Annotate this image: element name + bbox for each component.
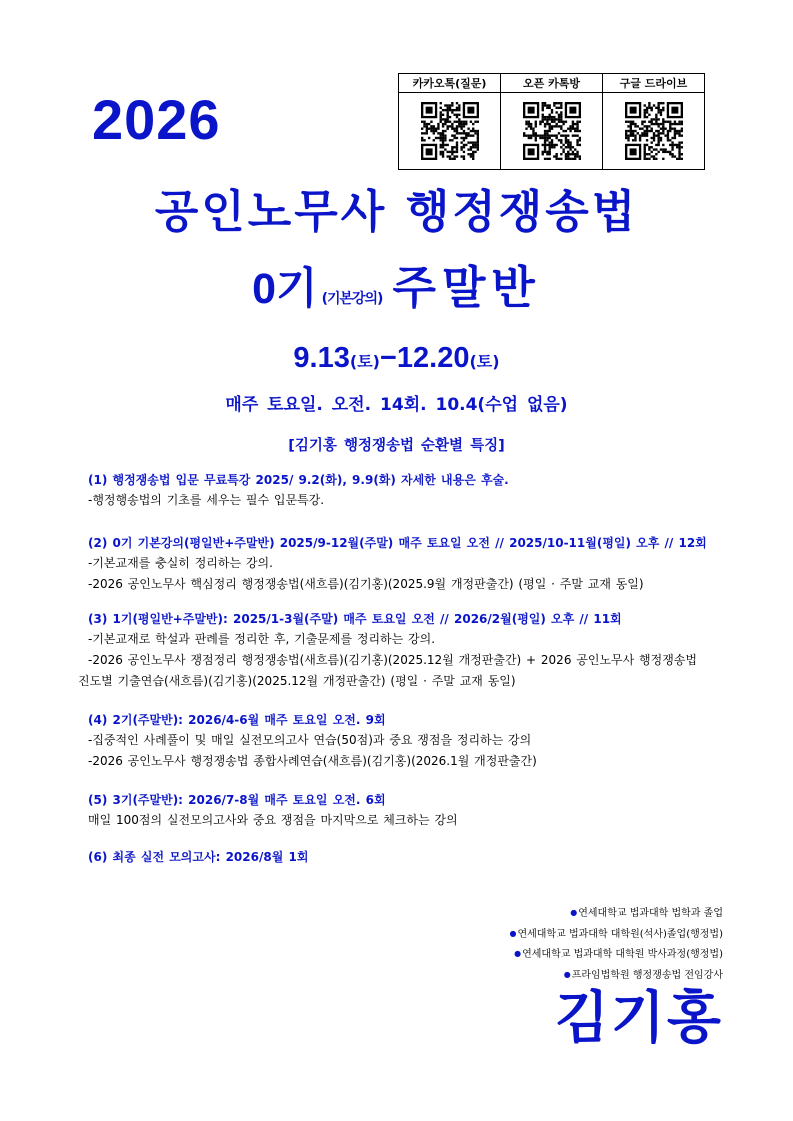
weekend-class-label: 주말반 <box>392 261 541 314</box>
bio-line: ●연세대학교 법과대학 법학과 졸업 <box>570 908 723 919</box>
qr-header-open-chat: 오픈 카톡방 <box>501 74 603 93</box>
instructor-bio <box>510 903 724 985</box>
feature-title: (5) 3기(주말반): 2026/7-8월 매주 토요일 오전. 6회 <box>88 793 386 807</box>
feature-item-1 <box>88 470 748 511</box>
qr-header-google-drive: 구글 드라이브 <box>603 74 705 93</box>
feature-line: -2026 공인노무사 쟁점정리 행정쟁송법(새흐름)(김기홍)(2025.12월 개정판출간) + 2026 공인노무사 행정쟁송법 <box>88 653 698 667</box>
course-subtitle <box>0 262 793 314</box>
feature-title: (6) 최종 실전 모의고사: 2026/8월 1회 <box>88 850 309 864</box>
cohort-sub-label: (기본강의) <box>321 291 383 307</box>
instructor-name: 김기홍 <box>554 985 723 1051</box>
feature-title: (2) 0기 기본강의(평일반+주말반) 2025/9-12월(주말) 매주 토요일 오전 // 2025/10-11월(평일) 오후 // 12회 <box>88 536 707 550</box>
schedule-info: 매주 토요일. 오전. 14회. 10.4(수업 없음) <box>225 395 568 415</box>
feature-title: (3) 1기(평일반+주말반): 2025/1-3월(주말) 매주 토요일 오전 // 2026/2월(평일) 오후 // 11회 <box>88 612 622 626</box>
end-day: (토) <box>469 352 500 371</box>
bullet-icon: ● <box>563 969 571 979</box>
feature-item-6 <box>88 847 748 867</box>
year-heading: 2026 <box>92 88 221 151</box>
feature-line: -기본교재를 충실히 정리하는 강의. <box>88 556 273 570</box>
bio-line: ●프라임법학원 행정쟁송법 전임강사 <box>563 969 723 981</box>
bio-line: ●연세대학교 법과대학 대학원(석사)졸업(행정법) <box>509 928 723 940</box>
feature-line: -행정행송법의 기초를 세우는 필수 입문특강. <box>88 493 325 507</box>
start-day: (토) <box>349 352 380 371</box>
feature-line: -2026 공인노무사 핵심정리 행정쟁송법(새흐름)(김기홍)(2025.9월 개정판출간) (평일 · 주말 교재 동일) <box>88 577 644 591</box>
qr-code-google-drive[interactable] <box>625 102 683 160</box>
feature-line: -집중적인 사례풀이 및 매일 실전모의고사 연습(50점)과 중요 쟁점을 정리하는 강의 <box>88 733 532 747</box>
qr-header-kakaotalk: 카카오톡(질문) <box>399 74 501 93</box>
course-title: 공인노무사 행정쟁송법 <box>154 185 639 238</box>
feature-title: (1) 행정쟁송법 입문 무료특강 2025/ 9.2(화), 9.9(화) 자세한 내용은 후술. <box>88 473 509 487</box>
qr-code-table <box>398 73 705 170</box>
features-heading: [김기홍 행정쟁송법 순환별 특징] <box>288 438 505 454</box>
cohort-label: 0기 <box>252 265 318 313</box>
bullet-icon: ● <box>570 908 578 917</box>
end-date: 12.20 <box>396 342 470 374</box>
bio-line: ●연세대학교 법과대학 대학원 박사과정(행정법) <box>514 949 723 960</box>
bullet-icon: ● <box>514 949 522 958</box>
qr-code-open-chat[interactable] <box>523 102 581 160</box>
bullet-icon: ● <box>509 928 517 938</box>
start-date: 9.13 <box>293 342 350 374</box>
feature-item-2 <box>88 533 748 595</box>
date-dash: − <box>379 342 397 374</box>
feature-item-3 <box>78 609 748 692</box>
feature-item-5 <box>88 790 748 831</box>
course-dates <box>0 342 793 375</box>
feature-line: -기본교재로 학설과 판례를 정리한 후, 기출문제를 정리하는 강의. <box>88 632 436 646</box>
feature-line: -2026 공인노무사 행정쟁송법 종합사례연습(새흐름)(김기홍)(2026.1월 개정판출간) <box>88 754 537 768</box>
feature-item-4 <box>88 710 748 772</box>
feature-line-continued: 진도별 기출연습(새흐름)(김기홍)(2025.12월 개정판출간) (평일 · 주말 교재 동일) <box>78 674 516 688</box>
feature-line: 매일 100점의 실전모의고사와 중요 쟁점을 마지막으로 체크하는 강의 <box>88 813 458 827</box>
qr-code-kakaotalk[interactable] <box>421 102 479 160</box>
feature-title: (4) 2기(주말반): 2026/4-6월 매주 토요일 오전. 9회 <box>88 713 386 727</box>
